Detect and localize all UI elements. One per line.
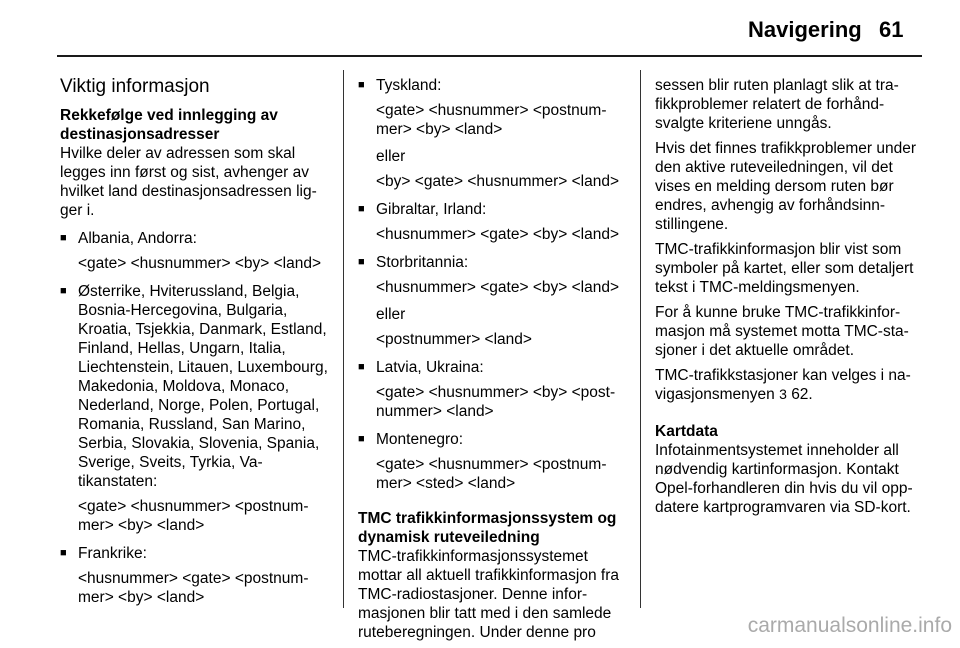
- page-reference-icon[interactable]: 3: [779, 386, 787, 402]
- address-format-alt: <by> <gate> <husnummer> <land>: [376, 173, 620, 190]
- alternative-word: eller: [376, 148, 406, 165]
- column-middle: [358, 76, 628, 648]
- column-divider: [343, 70, 344, 608]
- country-list-item: [60, 282, 328, 491]
- body-text: For å kunne bruke TMC-trafikkinformasjon må systemet motta TMC-stasjoner i det aktuelle området.: [655, 304, 909, 359]
- page-header: [0, 0, 960, 68]
- address-format: <husnummer> <gate> <by> <land>: [376, 226, 620, 243]
- address-format: <gate> <husnummer> <by> <postnummer> <land>: [376, 384, 616, 420]
- body-text: [655, 366, 925, 404]
- column-divider: [640, 70, 641, 608]
- country-names: Østerrike, Hviterussland, Belgia, Bosnia-Hercegovina, Bulgaria, Kroatia, Tsjekkia, Danmark, Estland, Finland, Hellas, Ungarn, Italia, Liechtenstein, Litauen, Luxembourg, Makedonia, Moldova, Monaco, Nederland, Norge, Polen, Portugal, Romania, Russland, San Marino, Serbia, Slovakia, Slovenia, Spania, Sverige, Sveits, Tyrkia, Vatikanstaten:: [78, 283, 328, 490]
- header-rule: [57, 55, 922, 57]
- page-reference[interactable]: 62.: [791, 386, 813, 403]
- address-format-alt: <postnummer> <land>: [376, 331, 532, 348]
- body-text: Hvis det finnes trafikkproblemer under den aktive ruteveiledningen, vil det vises en melding dersom ruten bør endres, avhengig av forhåndsinnstillingene.: [655, 140, 917, 233]
- country-list-item: [358, 253, 628, 272]
- address-format: <husnummer> <gate> <postnummer> <by> <land>: [78, 570, 309, 606]
- body-text: sessen blir ruten planlagt slik at trafikkproblemer relatert de forhåndsvalgte kriteriene unngås.: [655, 77, 899, 132]
- body-text: Infotainmentsystemet inneholder all nødvendig kartinformasjon. Kontakt Opel-forhandleren din hvis du vil oppdatere kartprogramvaren via SD-kort.: [655, 442, 913, 516]
- body-text: TMC-trafikkinformasjon blir vist som symboler på kartet, eller som detaljert tekst i TMC-meldingsmenyen.: [655, 241, 914, 296]
- column-right: [655, 76, 925, 523]
- body-text-span: TMC-trafikkstasjoner kan velges i navigasjonsmenyen: [655, 367, 911, 403]
- country-names: Montenegro:: [376, 431, 464, 448]
- country-names: Albania, Andorra:: [78, 230, 197, 247]
- address-format: <gate> <husnummer> <postnummer> <sted> <land>: [376, 456, 607, 492]
- address-format: <gate> <husnummer> <by> <land>: [78, 255, 322, 272]
- country-names: Tyskland:: [376, 77, 442, 94]
- alternative-word: eller: [376, 306, 406, 323]
- country-names: Gibraltar, Irland:: [376, 201, 487, 218]
- address-format: <husnummer> <gate> <by> <land>: [376, 279, 620, 296]
- subheading: Kartdata: [655, 423, 718, 440]
- intro-text: Hvilke deler av adressen som skal legges inn først og sist, avhenger av hvilket land destinasjonsadressen ligger i.: [60, 145, 317, 219]
- country-names: Storbritannia:: [376, 254, 469, 271]
- page-number: 61: [879, 17, 904, 42]
- address-format: <gate> <husnummer> <postnummer> <by> <land>: [78, 498, 309, 534]
- country-list-item: [60, 229, 328, 248]
- watermark: carmanualsonline.info: [747, 614, 952, 637]
- country-list-item: [358, 430, 628, 449]
- country-names: Latvia, Ukraina:: [376, 359, 484, 376]
- subheading: TMC trafikkinformasjonssystem og dynamisk ruteveiledning: [358, 510, 617, 546]
- country-list-item: [358, 200, 628, 219]
- country-list-item: [358, 76, 628, 95]
- country-names: Frankrike:: [78, 545, 147, 562]
- header-title: Navigering: [748, 17, 862, 42]
- body-text: TMC-trafikkinformasjonssystemet mottar all aktuell trafikkinformasjon fra TMC-radiostasjoner. Denne informasjonen blir tatt med i den samlede ruteberegningen. Under denne pro: [358, 548, 620, 641]
- subheading: Rekkefølge ved innlegging av destinasjonsadresser: [60, 107, 278, 143]
- section-heading: Viktig informasjon: [60, 76, 210, 97]
- address-format: <gate> <husnummer> <postnummer> <by> <land>: [376, 102, 607, 138]
- column-left: [60, 76, 328, 607]
- country-list-item: [60, 544, 328, 563]
- country-list-item: [358, 358, 628, 377]
